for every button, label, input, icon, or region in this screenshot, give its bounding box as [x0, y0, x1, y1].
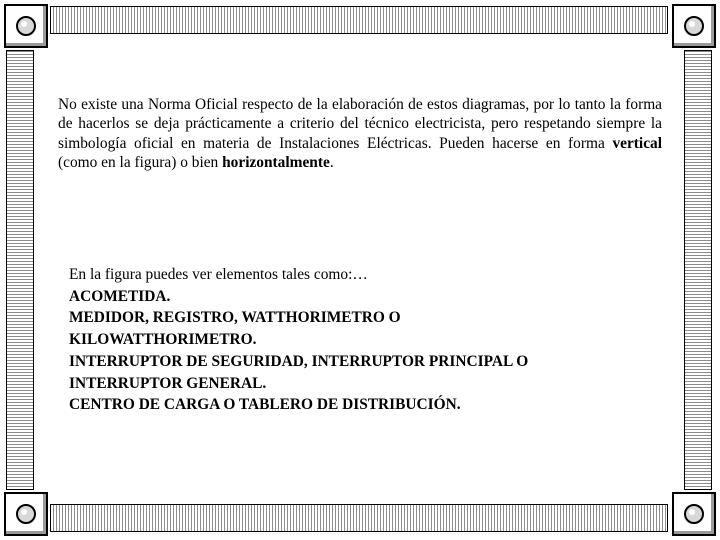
circle-icon [13, 13, 39, 39]
paragraph-text-1: No existe una Norma Oficial respecto de la elaboración de estos diagramas, por lo tanto la forma de hacerlos se deja prácticamente a criterio del técnico electricista, pero respetando siempre la simbología oficial en materia de Instalaciones Eléctricas. Pueden hacerse en forma [58, 96, 662, 152]
paragraph-bold-horizontal: horizontalmente [222, 154, 330, 172]
paragraph-text-2: (como en la figura) o bien [58, 154, 223, 172]
frame-left-band [6, 50, 34, 490]
list-item: INTERRUPTOR GENERAL. [69, 374, 267, 392]
circle-icon [681, 13, 707, 39]
frame-top-band [50, 6, 668, 34]
list-item: INTERRUPTOR DE SEGURIDAD, INTERRUPTOR PRINCIPAL O [69, 352, 529, 370]
list-intro: En la figura puedes ver elementos tales como:… [69, 266, 368, 283]
list-item: CENTRO DE CARGA O TABLERO DE DISTRIBUCIÓN. [69, 396, 461, 414]
list-item: ACOMETIDA. [69, 287, 171, 305]
circle-icon [681, 501, 707, 527]
list-item: MEDIDOR, REGISTRO, WATTHORIMETRO O [69, 309, 401, 327]
corner-ornament-top-right [672, 4, 716, 48]
paragraph-bold-vertical: vertical [612, 134, 662, 152]
frame-bottom-band [50, 504, 668, 532]
corner-ornament-bottom-right [672, 492, 716, 536]
corner-ornament-top-left [4, 4, 48, 48]
corner-ornament-bottom-left [4, 492, 48, 536]
elements-list [69, 264, 669, 416]
frame-right-band [684, 50, 712, 490]
circle-icon [13, 501, 39, 527]
list-item: KILOWATTHORIMETRO. [69, 331, 257, 349]
paragraph-text-3: . [329, 154, 334, 172]
intro-paragraph [58, 95, 662, 173]
